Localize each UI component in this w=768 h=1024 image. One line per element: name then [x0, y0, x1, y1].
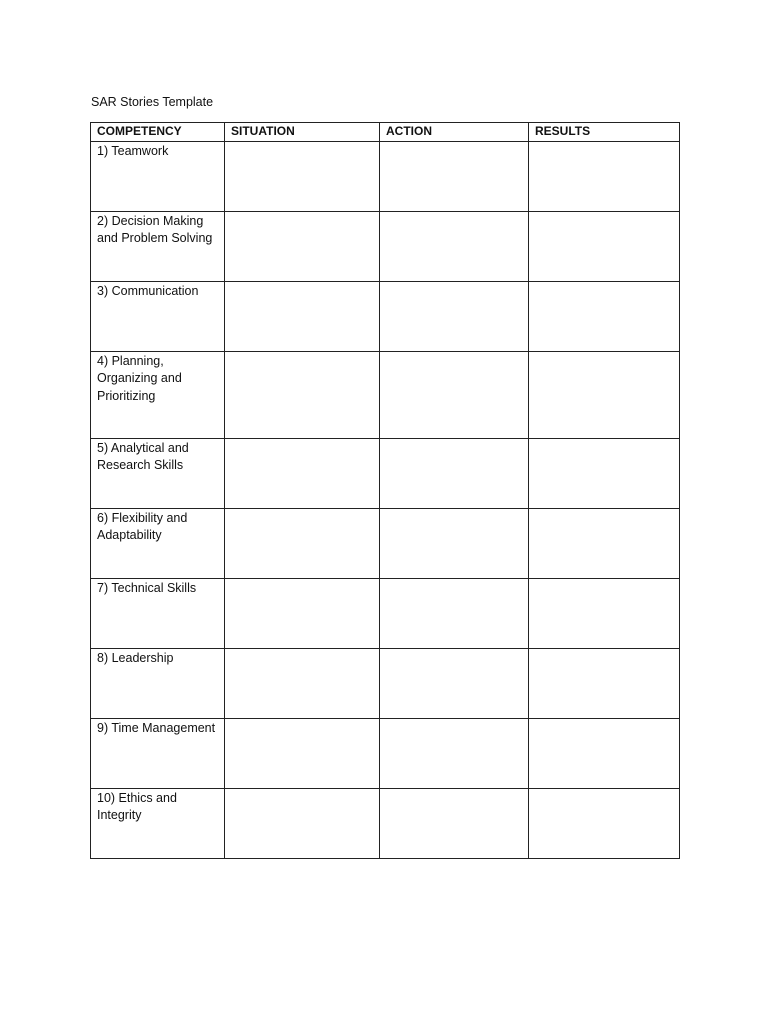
table-row [91, 351, 680, 438]
competency-cell: 1) Teamwork [91, 141, 225, 211]
situation-cell [225, 508, 380, 578]
competency-cell: 10) Ethics and Integrity [91, 788, 225, 858]
action-cell [380, 438, 529, 508]
competency-cell: 8) Leadership [91, 648, 225, 718]
page-title: SAR Stories Template [91, 95, 214, 109]
action-cell [380, 788, 529, 858]
table-row [91, 788, 680, 858]
competency-cell: 6) Flexibility and Adaptability [91, 508, 225, 578]
table-row [91, 281, 680, 351]
competency-cell: 4) Planning, Organizing and Prioritizing [91, 351, 225, 438]
column-header-situation: SITUATION [225, 123, 380, 142]
results-cell [529, 281, 680, 351]
results-cell [529, 508, 680, 578]
action-cell [380, 281, 529, 351]
table-row [91, 578, 680, 648]
situation-cell [225, 788, 380, 858]
results-cell [529, 578, 680, 648]
action-cell [380, 141, 529, 211]
table-row [91, 648, 680, 718]
table-header-row [91, 123, 680, 142]
results-cell [529, 718, 680, 788]
results-cell [529, 211, 680, 281]
table-row [91, 508, 680, 578]
table-row [91, 141, 680, 211]
sar-stories-table [90, 122, 680, 859]
table-row [91, 718, 680, 788]
action-cell [380, 351, 529, 438]
competency-cell: 7) Technical Skills [91, 578, 225, 648]
situation-cell [225, 578, 380, 648]
results-cell [529, 648, 680, 718]
column-header-results: RESULTS [529, 123, 680, 142]
competency-cell: 2) Decision Making and Problem Solving [91, 211, 225, 281]
action-cell [380, 648, 529, 718]
competency-cell: 9) Time Management [91, 718, 225, 788]
competency-cell: 3) Communication [91, 281, 225, 351]
table-row [91, 438, 680, 508]
situation-cell [225, 281, 380, 351]
action-cell [380, 508, 529, 578]
table-row [91, 211, 680, 281]
column-header-competency: COMPETENCY [91, 123, 225, 142]
competency-cell: 5) Analytical and Research Skills [91, 438, 225, 508]
situation-cell [225, 438, 380, 508]
situation-cell [225, 351, 380, 438]
situation-cell [225, 211, 380, 281]
column-header-action: ACTION [380, 123, 529, 142]
situation-cell [225, 648, 380, 718]
results-cell [529, 351, 680, 438]
action-cell [380, 718, 529, 788]
situation-cell [225, 141, 380, 211]
results-cell [529, 788, 680, 858]
results-cell [529, 438, 680, 508]
action-cell [380, 211, 529, 281]
action-cell [380, 578, 529, 648]
situation-cell [225, 718, 380, 788]
results-cell [529, 141, 680, 211]
